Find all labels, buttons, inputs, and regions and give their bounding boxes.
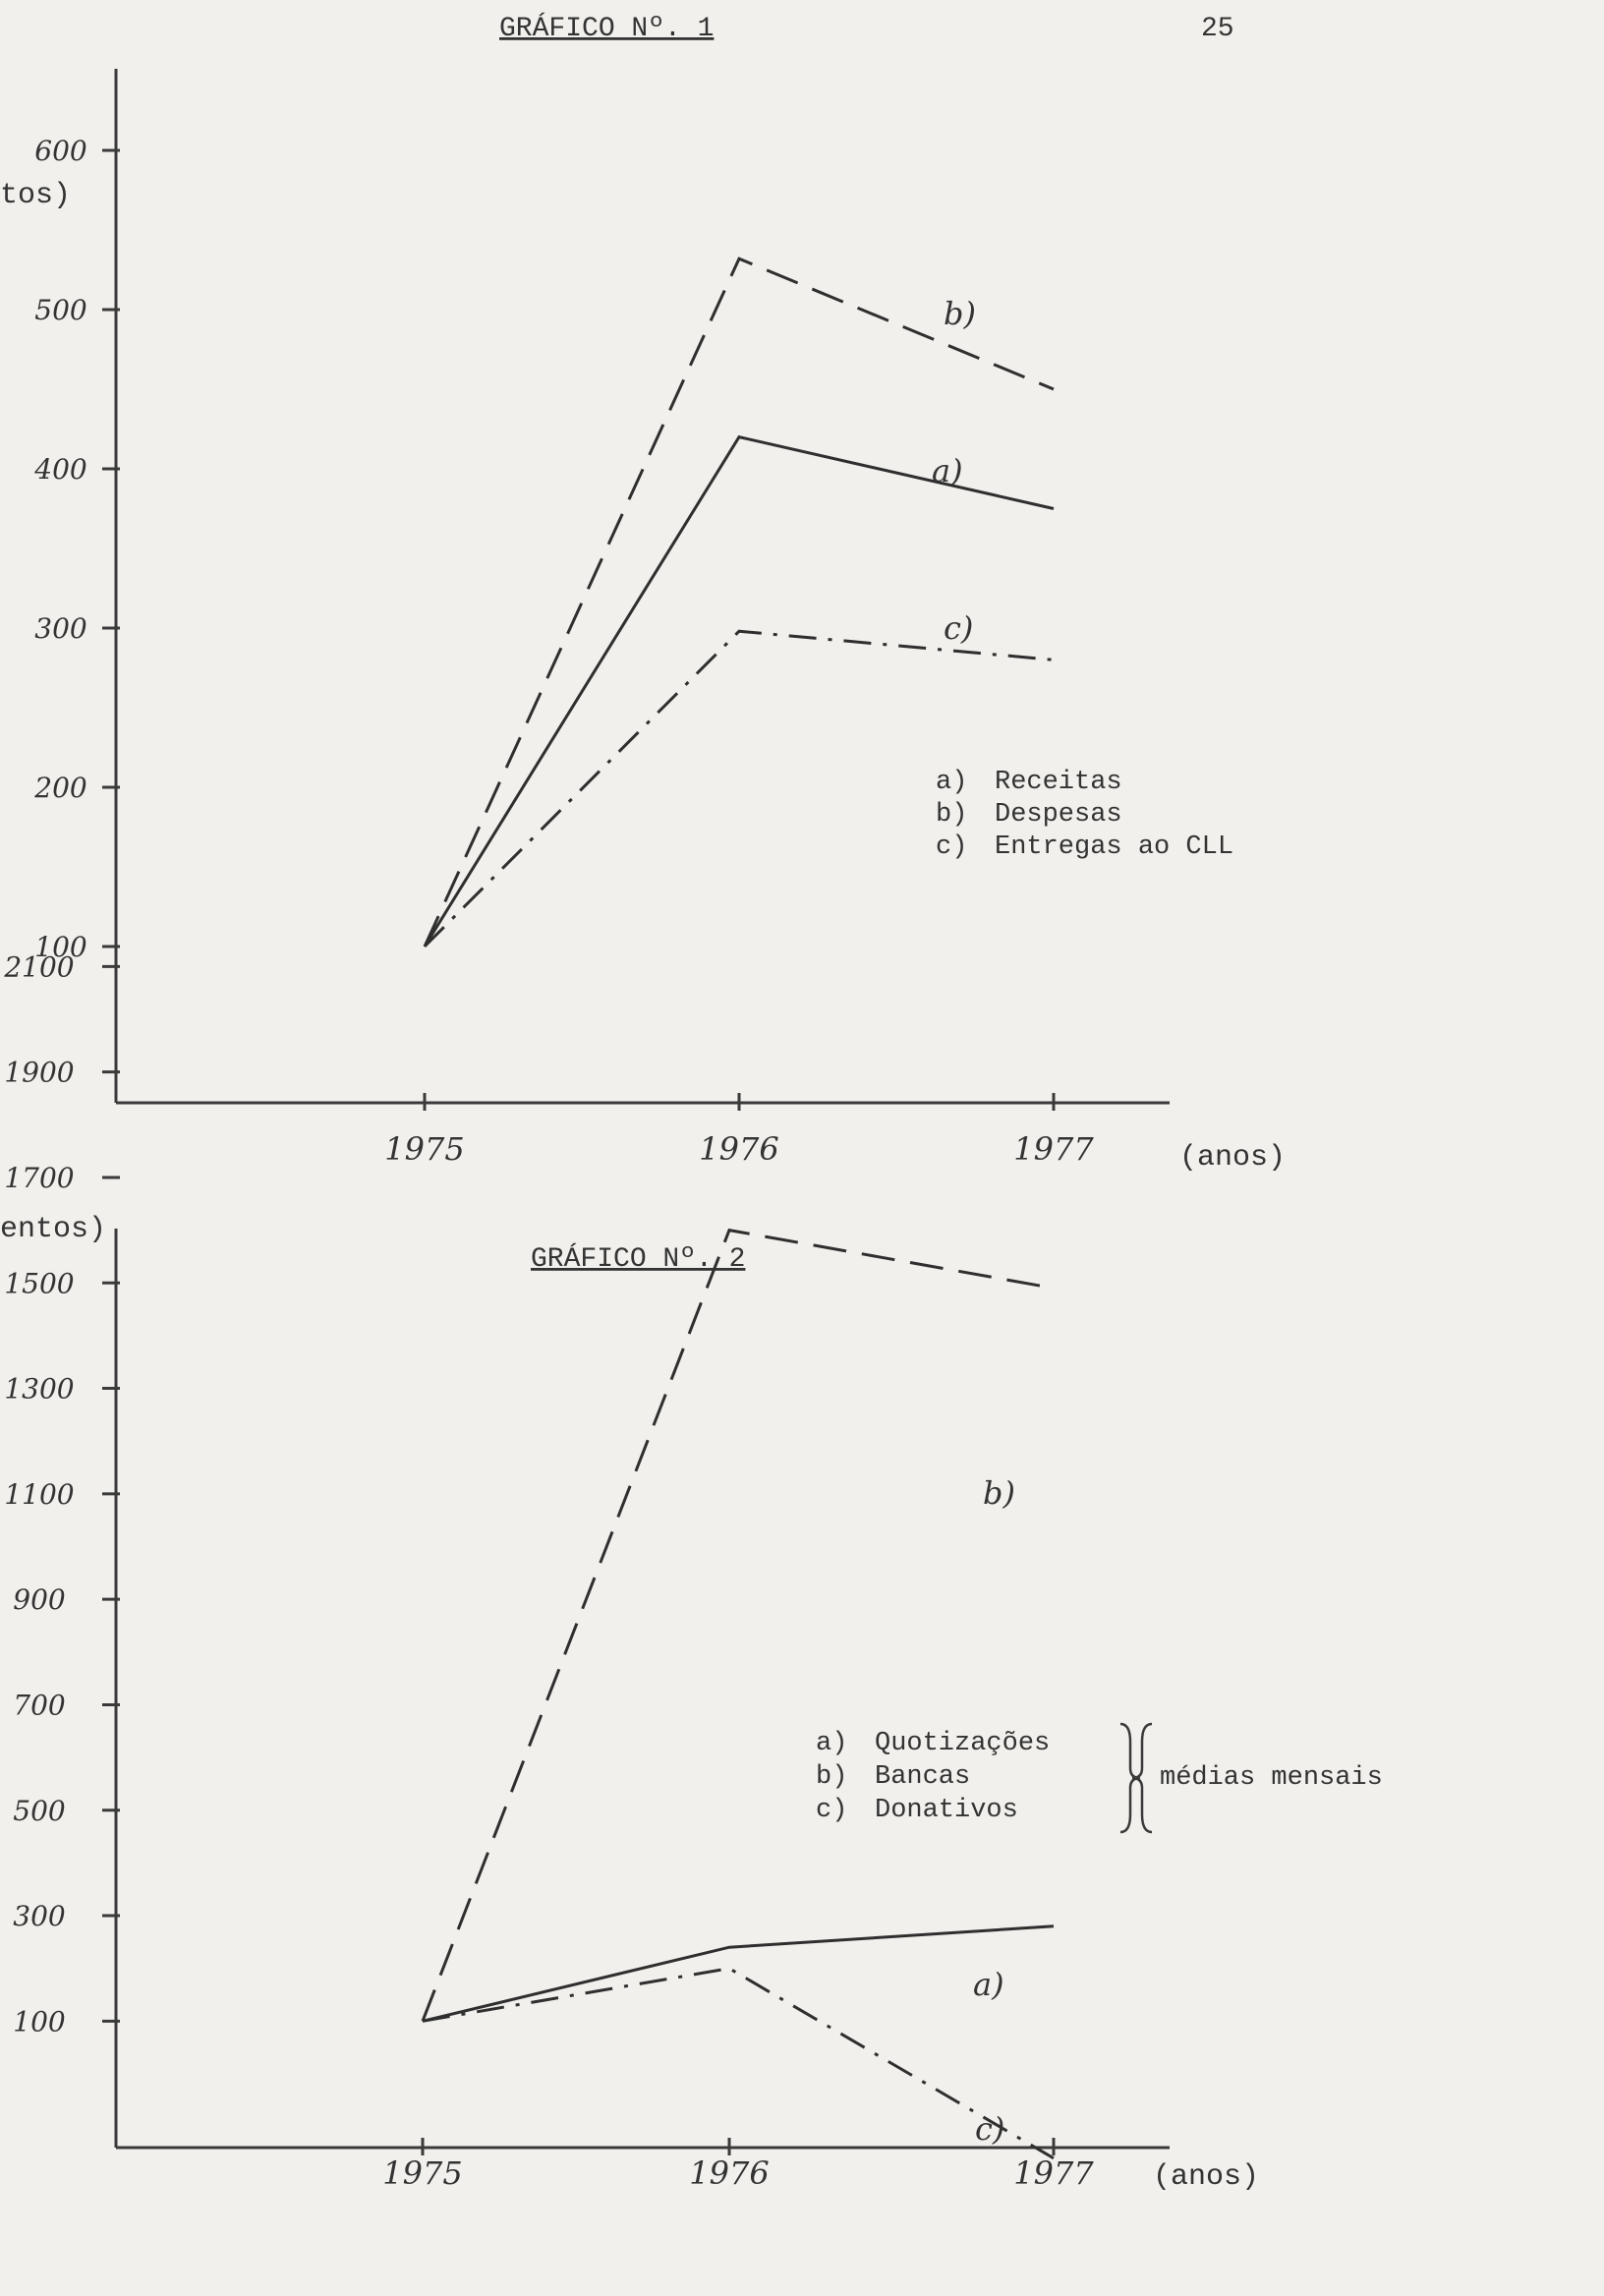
y-tick-label: 500 <box>34 294 87 326</box>
y-tick-label: 100 <box>34 931 87 963</box>
x-tick-label: 1976 <box>689 2154 770 2192</box>
page-number: 25 <box>1201 14 1234 44</box>
legend-entry: Donativos <box>875 1796 1018 1825</box>
y-tick-label: 100 <box>13 2005 66 2038</box>
chart-title: GRÁFICO Nº. 2 <box>531 1244 746 1275</box>
y-axis-label: tos) <box>0 179 72 212</box>
legend-key: a) <box>816 1729 848 1758</box>
y-axis-label: entos) <box>0 1213 107 1246</box>
legend-entry: Despesas <box>995 800 1122 830</box>
x-tick-label: 1975 <box>384 1130 465 1168</box>
y-tick-label: 1100 <box>4 1477 75 1511</box>
y-tick-label: 1500 <box>4 1267 75 1300</box>
legend-entry: Entregas ao CLL <box>995 832 1234 862</box>
series-label: c) <box>944 609 974 647</box>
legend-key: b) <box>936 800 968 830</box>
legend-brace <box>1132 1724 1152 1832</box>
y-tick-label: 200 <box>34 772 87 804</box>
y-tick-label: 1300 <box>4 1372 75 1406</box>
series-line-b <box>423 1231 1054 2022</box>
x-axis-label: (anos) <box>1153 2160 1260 2194</box>
y-tick-label: 300 <box>13 1900 66 1933</box>
series-line-a <box>423 1926 1054 2022</box>
y-tick-label: 500 <box>13 1794 66 1827</box>
series-label: b) <box>944 295 976 332</box>
legend-key: c) <box>816 1796 848 1825</box>
y-tick-label: 400 <box>34 453 87 486</box>
legend-key: c) <box>936 832 968 862</box>
x-axis-label: (anos) <box>1179 1141 1287 1175</box>
x-tick-label: 1977 <box>1013 1130 1094 1168</box>
series-label: c) <box>975 2110 1005 2148</box>
series-label: a) <box>932 452 963 489</box>
y-tick-label: 300 <box>34 612 87 645</box>
x-tick-label: 1975 <box>382 2154 463 2192</box>
x-tick-label: 1976 <box>699 1130 779 1168</box>
legend-group-note: médias mensais <box>1160 1763 1383 1793</box>
y-tick-label: 2100 <box>4 950 75 984</box>
series-label: b) <box>983 1474 1015 1512</box>
y-tick-label: 600 <box>34 135 87 167</box>
series-label: a) <box>973 1966 1004 2003</box>
x-tick-label: 1977 <box>1013 2154 1094 2192</box>
series-line-a <box>425 437 1054 947</box>
legend-key: a) <box>936 768 968 797</box>
legend-entry: Quotizações <box>875 1729 1051 1758</box>
y-tick-label: 1900 <box>4 1056 75 1089</box>
y-tick-label: 900 <box>13 1583 66 1617</box>
y-tick-label: 1700 <box>4 1161 75 1194</box>
y-tick-label: 700 <box>13 1689 66 1722</box>
chart-title: GRÁFICO Nº. 1 <box>499 14 715 44</box>
legend-key: b) <box>816 1762 848 1792</box>
legend-entry: Receitas <box>995 768 1122 797</box>
legend-entry: Bancas <box>875 1762 971 1792</box>
